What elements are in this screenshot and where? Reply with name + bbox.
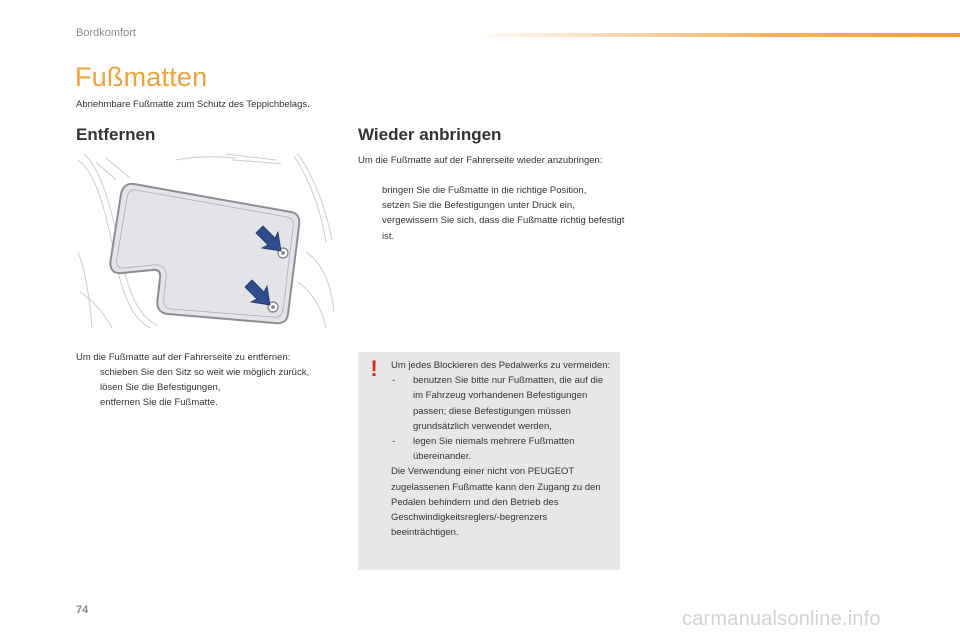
- refit-heading: Wieder anbringen: [358, 125, 502, 144]
- header-gradient-bar: [470, 33, 960, 37]
- remove-steps-list: [76, 365, 351, 411]
- warning-list: [391, 373, 613, 464]
- page-subtitle: Abnehmbare Fußmatte zum Schutz des Teppichbelags.: [76, 99, 310, 110]
- remove-intro: Um die Fußmatte auf der Fahrerseite zu entfernen:: [76, 352, 291, 363]
- list-item: - benutzen Sie bitte nur Fußmatten, die auf die im Fahrzeug vorhandenen Befestigungen passen; diese Befestigungen müssen grundsätzlich verwendet werden,: [392, 375, 604, 432]
- warning-exclamation-icon: !: [370, 356, 378, 381]
- list-item: entfernen Sie die Fußmatte.: [100, 397, 218, 409]
- warning-note: Die Verwendung einer nicht von PEUGEOT zugelassenen Fußmatte kann den Zugang zu den Pedalen behindern und den Betrieb des Geschwindigkeitsreglers/-begrenzers beeinträchtigen.: [391, 466, 601, 539]
- refit-intro: Um die Fußmatte auf der Fahrerseite wieder anzubringen:: [358, 155, 603, 166]
- section-label: Bordkomfort: [76, 27, 136, 39]
- watermark: carmanualsonline.info: [682, 608, 881, 630]
- list-item: - legen Sie niemals mehrere Fußmatten übereinander.: [392, 436, 575, 463]
- list-item: bringen Sie die Fußmatte in die richtige Position,: [382, 185, 587, 196]
- floor-mat-illustration: [76, 152, 336, 330]
- list-item: schieben Sie den Sitz so weit wie möglich zurück,: [100, 367, 310, 378]
- page-number: 74: [76, 604, 89, 616]
- warning-text: [391, 358, 613, 540]
- list-item: vergewissern Sie sich, dass die Fußmatte richtig befestigt ist.: [382, 215, 625, 242]
- remove-heading: Entfernen: [76, 125, 156, 144]
- list-item: setzen Sie die Befestigungen unter Druck ein,: [382, 200, 575, 212]
- warning-intro: Um jedes Blockieren des Pedalwerks zu vermeiden:: [391, 360, 611, 371]
- page-title: Fußmatten: [75, 62, 208, 92]
- refit-steps-list: [358, 183, 628, 244]
- list-item: lösen Sie die Befestigungen,: [100, 382, 221, 394]
